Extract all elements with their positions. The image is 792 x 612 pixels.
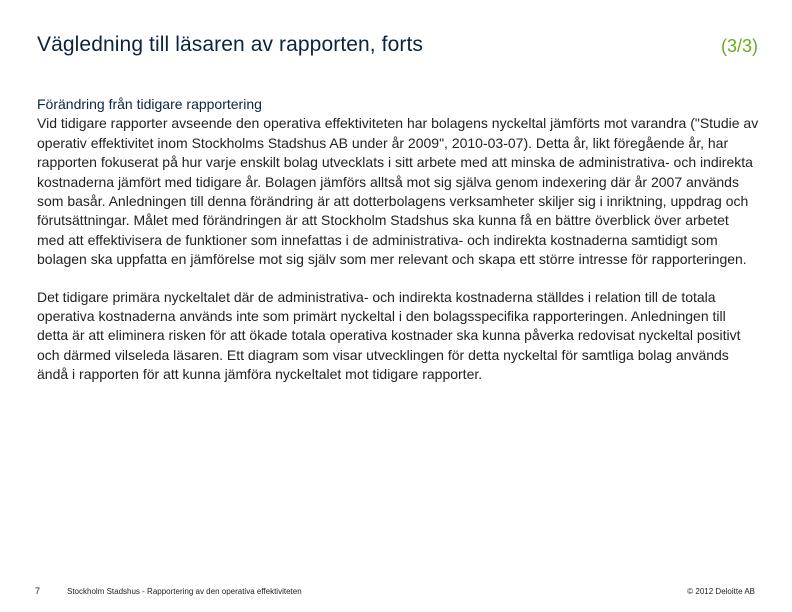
footer-copyright: © 2012 Deloitte AB xyxy=(687,587,755,596)
page-counter: (3/3) xyxy=(720,36,758,56)
main-content xyxy=(37,95,759,385)
body-paragraph-1: Vid tidigare rapporter avseende den operativa effektiviteten har bolagens nyckeltal jämförts mot varandra ("Studie av operativ effektivitet inom Stockholms Stadshus AB under år 2009", 2010-03-07). Detta år, likt föregående år, har rapporten fokuserat på hur varje enskilt bolag utvecklats i sitt arbete med att minska de administrativa- och indirekta kostnaderna jämfört med tidigare år. Bolagen jämförs alltså mot sig själva genom indexering där år 2007 används som basår. Anledningen till denna förändring är att dotterbolagens verksamheter skiljer sig i inriktning, uppdrag och förutsättningar. Målet med förändringen är att Stockholm Stadshus ska kunna få en bättre överblick över arbetet med att effektivisera de funktioner som innefattas i de administrativa- och indirekta kostnaderna samtidigt som bolagen ska uppfatta en jämförelse mot sig själv som mer relevant och skapa ett större intresse för rapporteringen. xyxy=(37,115,759,268)
footer-document-title: Stockholm Stadshus - Rapportering av den operativa effektiviteten xyxy=(67,587,302,596)
body-paragraph-2: Det tidigare primära nyckeltalet där de administrativa- och indirekta kostnaderna ställdes i relation till de totala operativa kostnaderna används inte som primärt nyckeltal i den bolagsspecifika rapporteringen. Anledningen till detta är att eliminera risken för att ökade totala operativa kostnader ska kunna påverka redovisat nyckeltal positivt och därmed vilseleda läsaren. Ett diagram som visar utvecklingen för detta nyckeltal för samtliga bolag används ändå i rapporten för att kunna jämföra nyckeltalet mot tidigare rapporter. xyxy=(37,288,741,383)
section-heading: Förändring från tidigare rapportering xyxy=(37,96,262,112)
page-number: 7 xyxy=(35,586,41,596)
slide-title: Vägledning till läsaren av rapporten, forts xyxy=(37,33,424,56)
